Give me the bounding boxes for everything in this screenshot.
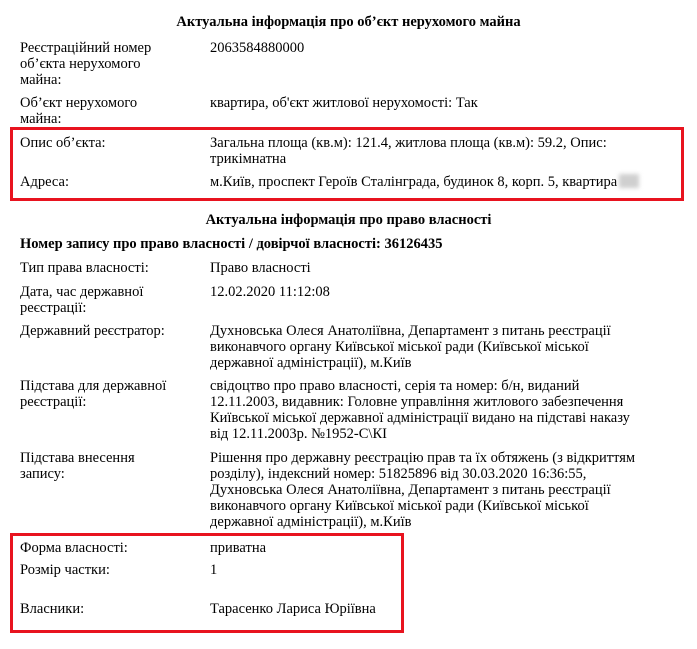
- field-label: Державний реєстратор:: [20, 323, 165, 339]
- object-section-heading: Актуальна інформація про об’єкт нерухомого майна: [176, 14, 521, 30]
- field-value: Київської міської державної адміністрації видано на підставі наказу: [210, 410, 630, 426]
- field-label: майна:: [20, 72, 62, 88]
- field-value: Духновська Олеся Анатоліївна, Департамент з питань реєстрації: [210, 323, 611, 339]
- field-label: Тип права власності:: [20, 260, 149, 276]
- field-label: Форма власності:: [20, 540, 128, 556]
- field-label: Опис об’єкта:: [20, 135, 106, 151]
- field-value: державної адміністрації), м.Київ: [210, 355, 412, 371]
- field-label: запису:: [20, 466, 65, 482]
- field-label: Розмір частки:: [20, 562, 110, 578]
- field-label: Об’єкт нерухомого: [20, 95, 138, 111]
- right-section-heading: Актуальна інформація про право власності: [205, 212, 492, 228]
- field-value: від 12.11.2003р. №1952-С\КІ: [210, 426, 387, 442]
- field-value: трикімнатна: [210, 151, 287, 167]
- field-label: майна:: [20, 111, 62, 127]
- field-label: Власники:: [20, 601, 85, 617]
- field-label: Підстава для державної: [20, 378, 167, 394]
- field-value: виконавчого органу Київської міської ради (Київської міської: [210, 339, 589, 355]
- field-label: Адреса:: [20, 174, 69, 190]
- field-value: [210, 174, 639, 190]
- field-value: 2063584880000: [210, 40, 305, 56]
- field-value: виконавчого органу Київської міської ради (Київської міської: [210, 498, 589, 514]
- field-value: Загальна площа (кв.м): 121.4, житлова площа (кв.м): 59.2, Опис:: [210, 135, 607, 151]
- field-value: Право власності: [210, 260, 311, 276]
- redacted-blur: [619, 174, 639, 188]
- field-label: Дата, час державної: [20, 284, 144, 300]
- field-label: реєстрації:: [20, 300, 87, 316]
- field-value: свідоцтво про право власності, серія та номер: б/н, виданий: [210, 378, 580, 394]
- field-value: 12.11.2003, видавник: Головне управління житлового забезпечення: [210, 394, 624, 410]
- field-value: Духновська Олеся Анатоліївна, Департамент з питань реєстрації: [210, 482, 611, 498]
- field-value: квартира, об'єкт житлової нерухомості: Так: [210, 95, 478, 111]
- address-text: м.Київ, проспект Героїв Сталінграда, будинок 8, корп. 5, квартира: [210, 174, 618, 190]
- field-label: Підстава внесення: [20, 450, 135, 466]
- field-value: Рішення про державну реєстрацію прав та їх обтяжень (з відкриттям: [210, 450, 636, 466]
- field-label: Реєстраційний номер: [20, 40, 152, 56]
- field-value: 1: [210, 562, 218, 578]
- field-value: державної адміністрації), м.Київ: [210, 514, 412, 530]
- field-label: реєстрації:: [20, 394, 87, 410]
- field-value: 12.02.2020 11:12:08: [210, 284, 330, 300]
- record-number-heading: Номер запису про право власності / довірчої власності: 36126435: [20, 236, 443, 252]
- field-label: об’єкта нерухомого: [20, 56, 141, 72]
- field-value: приватна: [210, 540, 267, 556]
- field-value: розділу), індексний номер: 51825896 від 30.03.2020 16:36:55,: [210, 466, 587, 482]
- field-value: Тарасенко Лариса Юріївна: [210, 601, 376, 617]
